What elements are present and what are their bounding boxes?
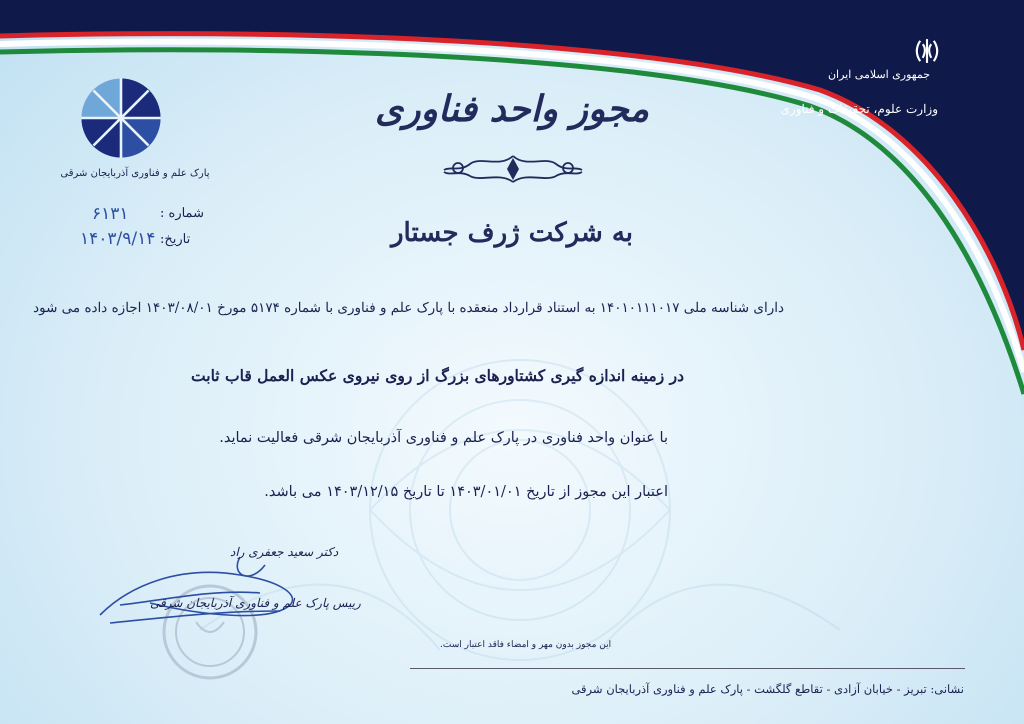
ornament-divider-icon (440, 148, 586, 190)
body-line-1: دارای شناسه ملی ۱۴۰۱۰۱۱۱۰۱۷ به استناد قرارداد منعقده با پارک علم و فناوری با شماره ۵۱۷۴ مورخ ۱۴۰۳/۰۸/۰۱ اجازه داده می شود (33, 300, 784, 316)
recipient-company: به شرکت ژرف جستار (390, 218, 634, 248)
body-line-4: اعتبار این مجوز از تاریخ ۱۴۰۳/۰۱/۰۱ تا تاریخ ۱۴۰۳/۱۲/۱۵ می باشد. (264, 484, 668, 500)
footer-address: نشانی: تبریز - خیابان آزادی - تقاطع گلگشت - پارک علم و فناوری آذربایجان شرقی (571, 682, 964, 696)
validity-note: این مجوز بدون مهر و امضاء فاقد اعتبار است. (440, 640, 612, 650)
date-value: ۱۴۰۳/۹/۱۴ (80, 229, 156, 249)
date-label: تاریخ: (160, 232, 191, 247)
number-label: شماره : (160, 206, 204, 221)
country-name: جمهوری اسلامی ایران (827, 68, 930, 81)
iran-emblem-icon (910, 34, 944, 68)
ministry-name: وزارت علوم، تحقیقات و فناوری (780, 102, 938, 116)
park-name: پارک علم و فناوری آذربایجان شرقی (60, 168, 210, 179)
body-line-3: با عنوان واحد فناوری در پارک علم و فناوری آذربایجان شرقی فعالیت نماید. (219, 430, 668, 446)
body-line-2: در زمینه اندازه گیری کشتاورهای بزرگ از روی نیروی عکس العمل قاب ثابت (191, 366, 684, 385)
signatory-name: دکتر سعید جعفری راد (230, 545, 339, 559)
number-value: ۶۱۳۱ (92, 204, 129, 224)
footer-divider (410, 668, 965, 669)
signatory-title: رییس پارک علم و فناوری آذربایجان شرقی (150, 596, 361, 610)
certificate-title: مجوز واحد فناوری (374, 88, 650, 130)
